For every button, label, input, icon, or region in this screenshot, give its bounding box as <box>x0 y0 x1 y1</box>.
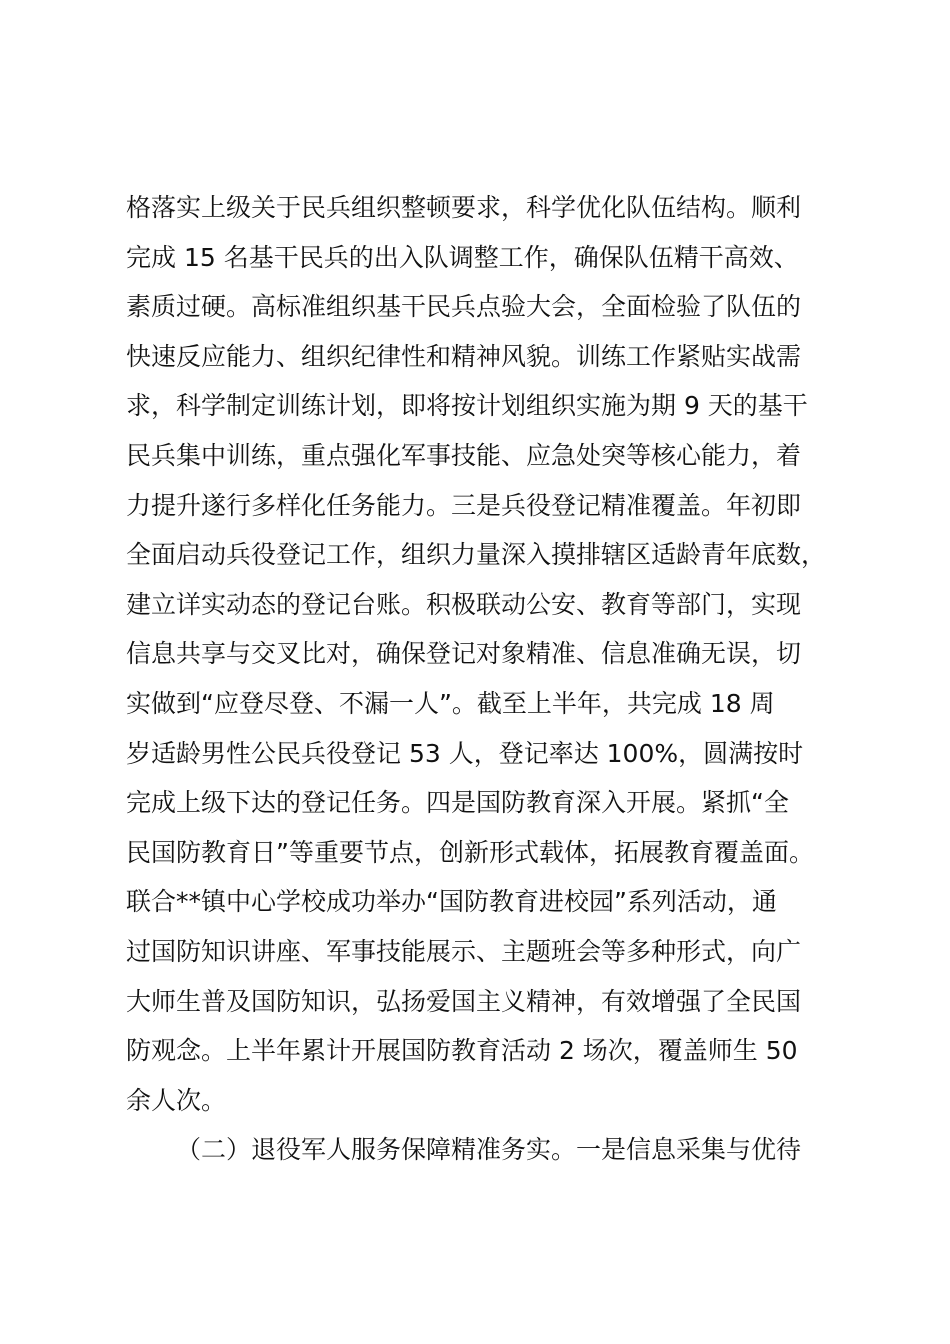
text-line: 求，科学制定训练计划，即将按计划组织实施为期 9 天的基干 <box>126 391 808 421</box>
text-line: 大师生普及国防知识，弘扬爱国主义精神，有效增强了全民国 <box>126 986 802 1016</box>
text-line: 快速反应能力、组织纪律性和精神风貌。训练工作紧贴实战需 <box>126 341 802 371</box>
text-line: 信息共享与交叉比对，确保登记对象精准、信息准确无误，切 <box>126 639 802 669</box>
text-line: 建立详实动态的登记台账。积极联动公安、教育等部门，实现 <box>126 589 802 619</box>
text-line: 全面启动兵役登记工作，组织力量深入摸排辖区适龄青年底数， <box>126 540 827 570</box>
text-line: 余人次。 <box>126 1085 227 1115</box>
text-line: 联合**镇中心学校成功举办“国防教育进校园”系列活动，通 <box>126 887 777 917</box>
text-line: 过国防知识讲座、军事技能展示、主题班会等多种形式，向广 <box>126 936 802 966</box>
section-heading-line: （二）退役军人服务保障精准务实。一是信息采集与优待 <box>176 1135 802 1165</box>
text-line: 民国防教育日”等重要节点，创新形式载体，拓展教育覆盖面。 <box>126 837 814 867</box>
text-line: 素质过硬。高标准组织基干民兵点验大会，全面检验了队伍的 <box>126 292 802 322</box>
text-line: 实做到“应登尽登、不漏一人”。截至上半年，共完成 18 周 <box>126 688 775 718</box>
text-line: 力提升遂行多样化任务能力。三是兵役登记精准覆盖。年初即 <box>126 490 802 520</box>
text-line: 岁适龄男性公民兵役登记 53 人，登记率达 100%，圆满按时 <box>126 738 804 768</box>
text-line: 防观念。上半年累计开展国防教育活动 2 场次，覆盖师生 50 <box>126 1036 798 1066</box>
text-line: 格落实上级关于民兵组织整顿要求，科学优化队伍结构。顺利 <box>126 193 802 222</box>
text-line: 民兵集中训练，重点强化军事技能、应急处突等核心能力，着 <box>126 440 802 470</box>
text-line: 完成上级下达的登记任务。四是国防教育深入开展。紧抓“全 <box>126 788 789 818</box>
text-line: 完成 15 名基干民兵的出入队调整工作，确保队伍精干高效、 <box>126 242 799 272</box>
body-text <box>126 183 866 1175</box>
